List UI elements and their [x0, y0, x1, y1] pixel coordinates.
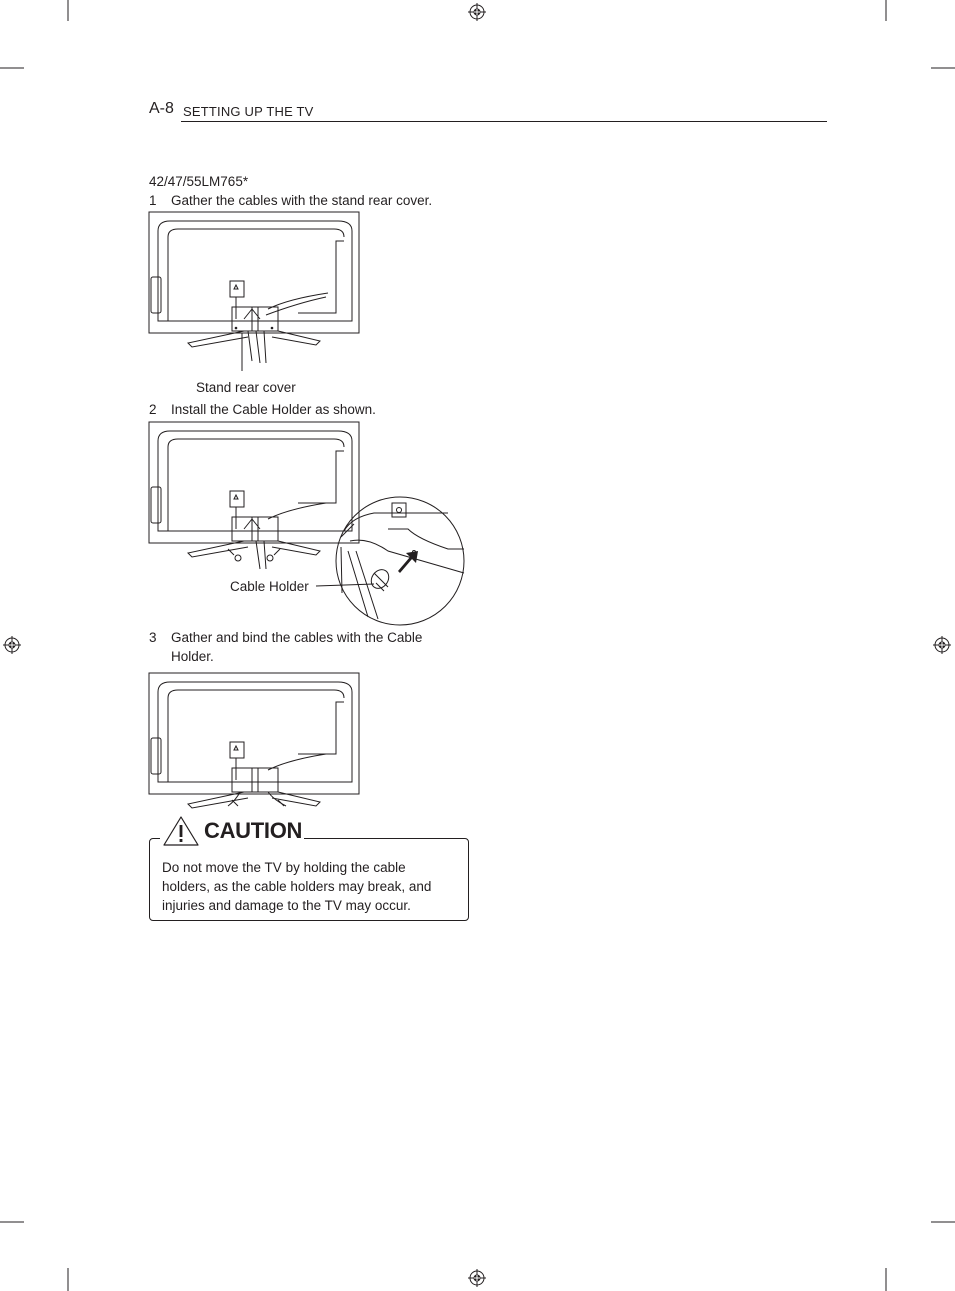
step-text-line-1: Gather and bind the cables with the Cable — [171, 630, 423, 645]
registration-mark-icon — [468, 3, 486, 21]
step-3 — [149, 628, 469, 666]
step-number: 3 — [149, 630, 157, 645]
step-2 — [149, 400, 469, 419]
registration-mark-icon — [933, 636, 951, 654]
tv-rear-illustration-step-1 — [148, 211, 363, 371]
registration-mark-icon — [3, 636, 21, 654]
tv-rear-illustration-step-3 — [148, 672, 363, 822]
step-number: 1 — [149, 193, 157, 208]
registration-mark-icon — [468, 1269, 486, 1287]
page-number: A-8 — [149, 100, 174, 117]
callout-cable-holder: Cable Holder — [230, 579, 309, 594]
callout-stand-rear-cover: Stand rear cover — [196, 380, 296, 395]
tv-rear-illustration-step-2 — [148, 421, 468, 631]
header-divider — [181, 121, 827, 122]
step-text: Install the Cable Holder as shown. — [171, 402, 376, 417]
caution-line: Do not move the TV by holding the cable — [162, 860, 406, 875]
caution-line: holders, as the cable holders may break, and — [162, 879, 432, 894]
step-number: 2 — [149, 402, 157, 417]
step-text-line-2: Holder. — [171, 649, 214, 664]
caution-text — [162, 858, 462, 915]
step-1 — [149, 191, 469, 210]
caution-line: injuries and damage to the TV may occur. — [162, 898, 411, 913]
caution-header — [160, 815, 304, 847]
step-text: Gather the cables with the stand rear cover. — [171, 193, 433, 208]
warning-triangle-icon — [162, 815, 200, 847]
model-number: 42/47/55LM765* — [149, 174, 249, 189]
caution-title: CAUTION — [204, 818, 303, 843]
section-title: SETTING UP THE TV — [183, 104, 314, 119]
